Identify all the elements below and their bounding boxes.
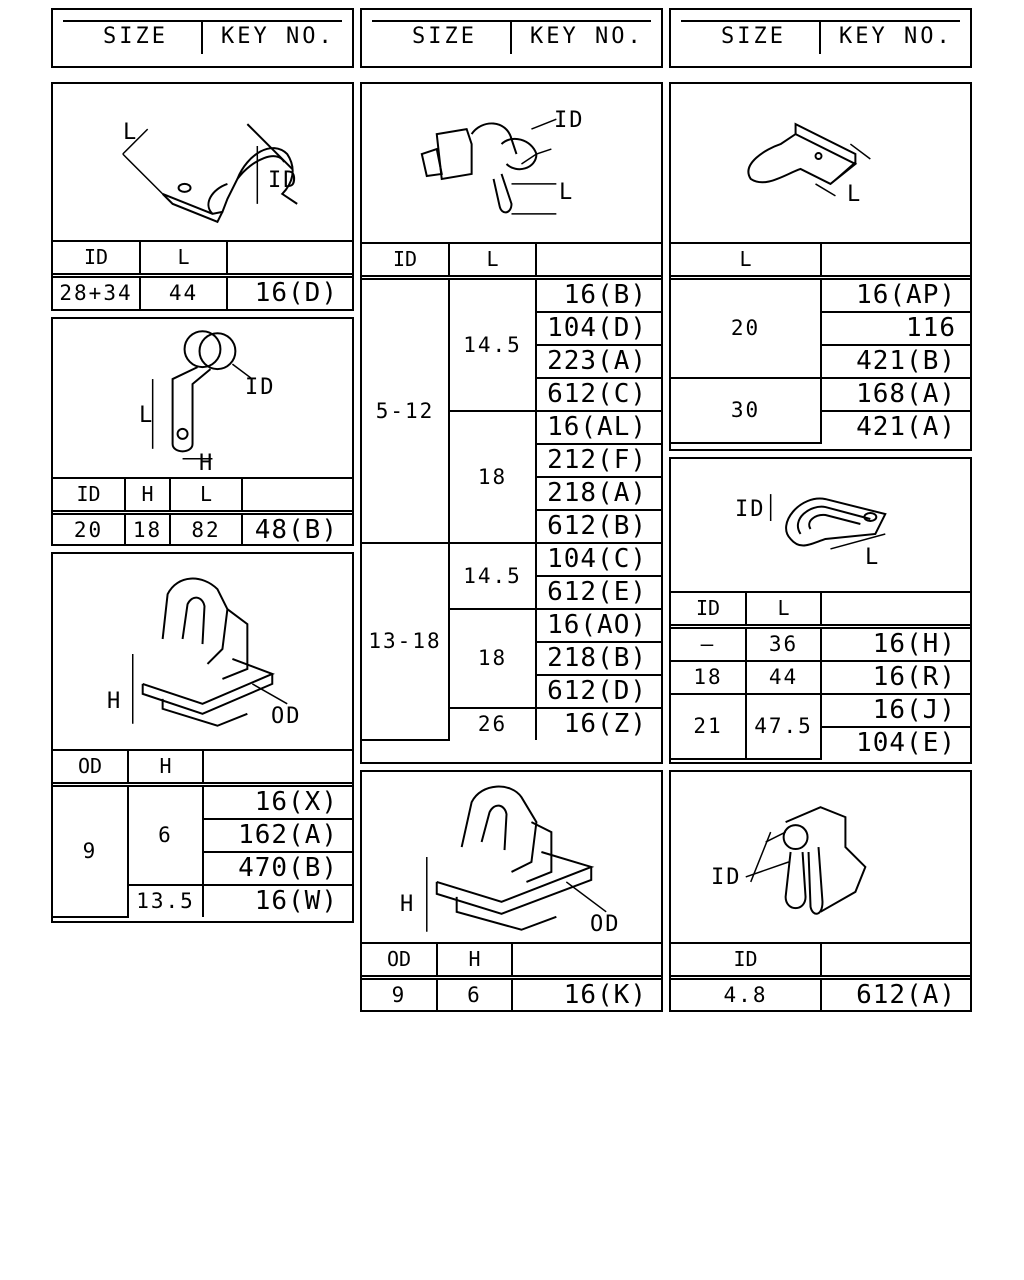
spec-table: ID 4.8 612(A) [671,942,970,1011]
length-label: L [139,403,153,428]
length-label: L [123,120,137,145]
length-label: L [865,545,879,570]
size-label: SIZE [721,24,786,49]
header-col1 [51,8,354,68]
key-number[interactable]: 162(A) [203,819,352,852]
size-label: SIZE [103,24,168,49]
key-no-label: KEY NO. [839,24,953,49]
key-number[interactable]: 421(B) [821,345,970,378]
key-number[interactable]: 104(D) [536,312,661,345]
id-label: ID [268,168,299,193]
strap-clamp-drawing [53,84,352,240]
clamp-panel-8 [669,770,972,1012]
id-label: ID [735,497,766,522]
key-number[interactable]: 16(D) [227,276,352,310]
key-number[interactable]: 16(AL) [536,411,661,444]
double-loop-clip-drawing [671,459,970,591]
push-clip-drawing [53,554,352,749]
key-number[interactable]: 421(A) [821,411,970,443]
clamp-panel-6 [669,82,972,451]
spec-table: L 20 16(AP) 116 421(B) 30 168(A) 421(A) [671,242,970,444]
size-label: SIZE [412,24,477,49]
key-number[interactable]: 116 [821,312,970,345]
clamp-panel-7 [669,457,972,764]
key-number[interactable]: 218(A) [536,477,661,510]
clamp-panel-4 [360,82,663,764]
spec-table: ID H L 20 18 82 48(B) [53,477,352,546]
key-number[interactable]: 212(F) [536,444,661,477]
key-number[interactable]: 16(W) [203,885,352,917]
key-number[interactable]: 470(B) [203,852,352,885]
key-number[interactable]: 48(B) [242,513,352,547]
key-number[interactable]: 16(J) [821,694,970,727]
spec-table: ID L 5-12 14.5 16(B) 104(D) 223(A) 612(C) 18 16(AL) 212(F) 218(A) 612(B) 13-18 14.5 104(C) 612(E) 18 16(AO) 218(B) 612(D) 26 16(Z) [362,242,661,741]
hose-clip-drawing [362,84,661,242]
key-number[interactable]: 612(D) [536,675,661,708]
key-number[interactable]: 16(Z) [536,708,661,740]
key-number[interactable]: 16(K) [512,978,661,1012]
key-number[interactable]: 16(B) [536,278,661,313]
key-number[interactable]: 16(AO) [536,609,661,642]
header-col3 [669,8,972,68]
key-number[interactable]: 16(AP) [821,278,970,313]
key-number[interactable]: 104(C) [536,543,661,576]
height-label: H [199,451,213,476]
stud-clip-drawing [671,772,970,942]
clamp-panel-5 [360,770,663,1012]
spec-table: ID L 28+34 44 16(D) [53,240,352,309]
id-label: ID [711,865,742,890]
header-col2 [360,8,663,68]
clamp-panel-2 [51,317,354,546]
key-no-label: KEY NO. [221,24,335,49]
key-number[interactable]: 168(A) [821,378,970,411]
od-label: OD [590,912,621,937]
height-label: H [400,892,414,917]
clamp-panel-3 [51,552,354,923]
spec-table: ID L — 36 16(H) 18 44 16(R) 21 47.5 16(J) 104(E) [671,591,970,760]
loop-clamp-drawing [53,319,352,477]
key-number[interactable]: 612(B) [536,510,661,543]
length-label: L [847,182,861,207]
length-label: L [559,180,573,205]
key-number[interactable]: 16(H) [821,627,970,662]
spec-table: OD H 9 6 16(X) 162(A) 470(B) 13.5 16(W) [53,749,352,918]
spec-table: OD H 9 6 16(K) [362,942,661,1011]
key-number[interactable]: 104(E) [821,727,970,759]
key-number[interactable]: 612(C) [536,378,661,411]
od-label: OD [271,704,302,729]
key-no-label: KEY NO. [530,24,644,49]
key-number[interactable]: 16(R) [821,661,970,694]
clamp-panel-1 [51,82,354,311]
push-clip-drawing [362,772,661,942]
key-number[interactable]: 612(E) [536,576,661,609]
key-number[interactable]: 223(A) [536,345,661,378]
key-number[interactable]: 16(X) [203,785,352,820]
bent-clip-drawing [671,84,970,242]
key-number[interactable]: 612(A) [821,978,970,1012]
key-number[interactable]: 218(B) [536,642,661,675]
id-label: ID [554,108,585,133]
height-label: H [107,689,121,714]
id-label: ID [245,375,276,400]
